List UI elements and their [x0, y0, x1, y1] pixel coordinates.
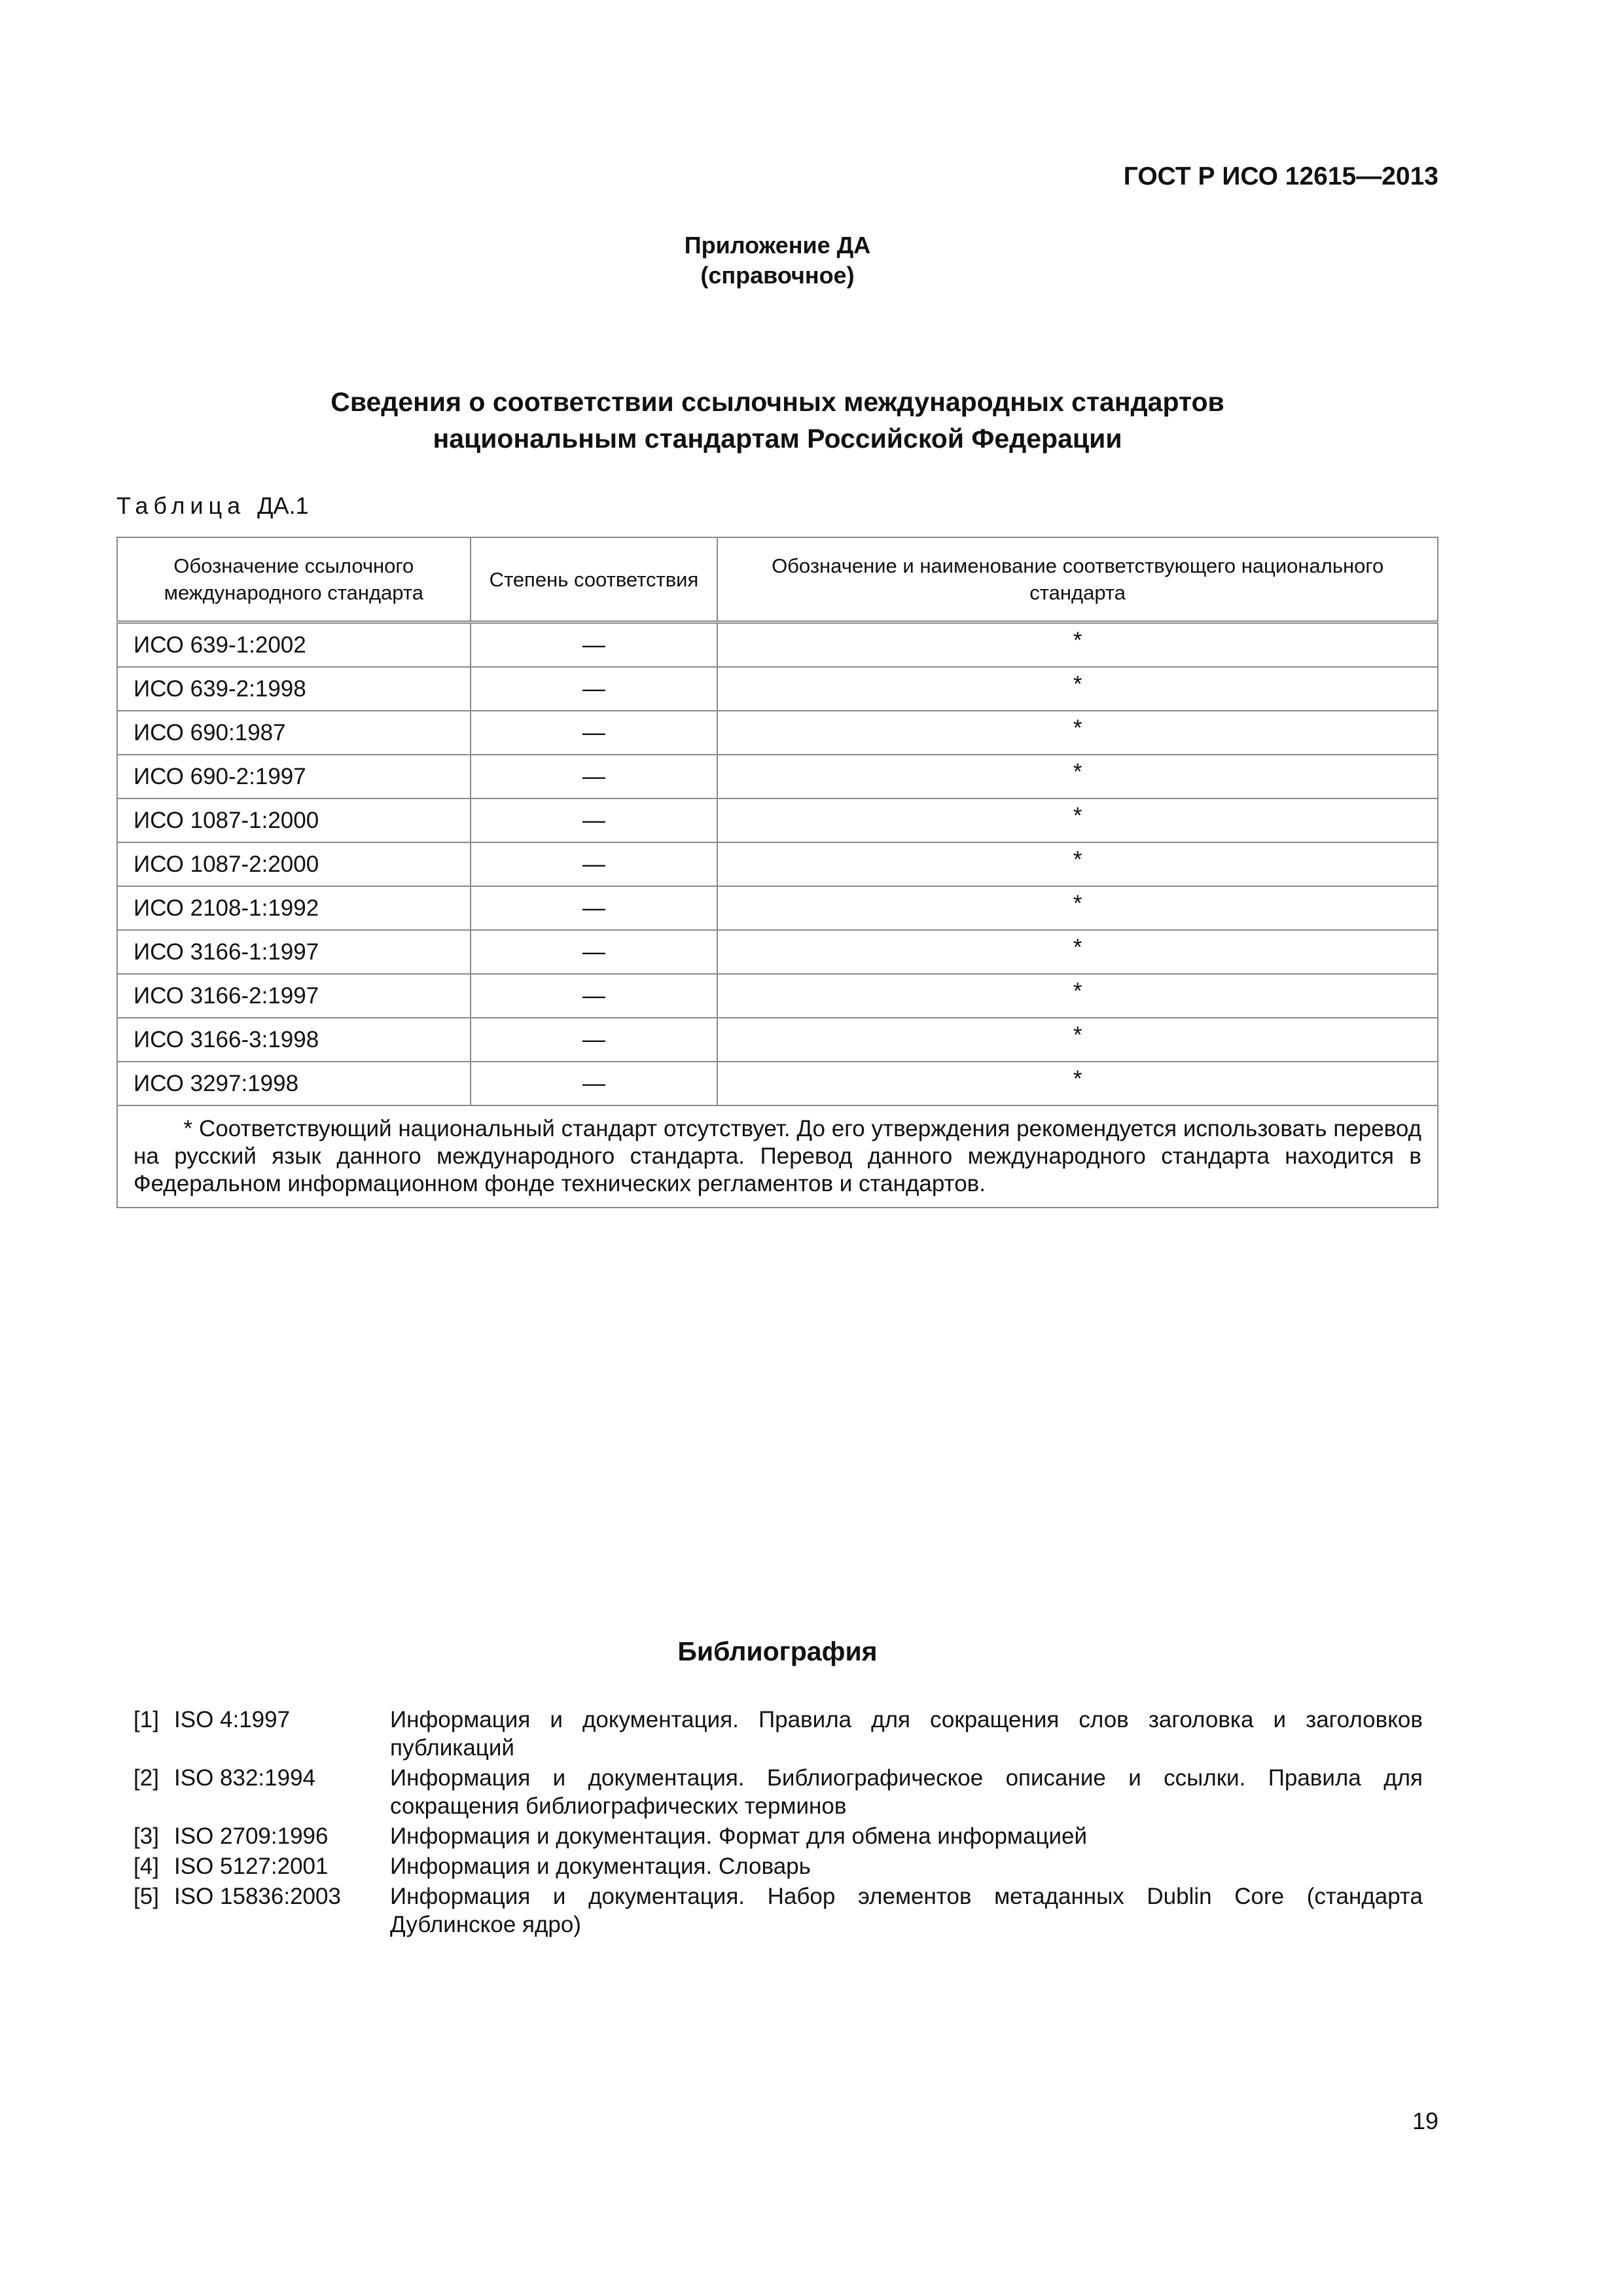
appendix-subtitle: (справочное)	[700, 262, 855, 289]
bibliography-item	[134, 1764, 1423, 1820]
bibliography-number: [3]	[134, 1823, 159, 1849]
cell-national-standard: *	[717, 842, 1438, 886]
cell-standard-code: ИСО 1087-2:2000	[117, 842, 471, 886]
bibliography-list	[134, 1706, 1423, 1941]
cell-standard-code: ИСО 1087-1:2000	[117, 798, 471, 842]
cell-standard-code: ИСО 639-1:2002	[117, 622, 471, 668]
bibliography-title: Информация и документация. Набор элементов метаданных Dublin Core (стандарта Дублинское ядро)	[390, 1884, 1423, 1937]
cell-national-standard: *	[717, 711, 1438, 755]
bibliography-item	[134, 1822, 1423, 1850]
cell-national-standard: *	[717, 930, 1438, 974]
footnote-text: Соответствующий национальный стандарт отсутствует. До его утверждения рекомендуется использовать перевод на русский язык данного международного стандарта. Перевод данного международного стандарта находится в Федеральном информационном фонде технических регламентов и стандартов.	[134, 1116, 1421, 1196]
table-body	[117, 622, 1438, 1208]
table-note-row	[117, 1105, 1438, 1208]
section-title-line-1: Сведения о соответствии ссылочных международных стандартов	[330, 387, 1224, 417]
cell-standard-code: ИСО 3297:1998	[117, 1062, 471, 1105]
table-row	[117, 711, 1438, 755]
bibliography-item	[134, 1706, 1423, 1762]
bibliography-item	[134, 1852, 1423, 1880]
table-row	[117, 842, 1438, 886]
table-row	[117, 622, 1438, 668]
cell-national-standard: *	[717, 622, 1438, 668]
table-caption	[116, 492, 309, 520]
table-row	[117, 1018, 1438, 1062]
cell-national-standard: *	[717, 667, 1438, 711]
cell-national-standard: *	[717, 798, 1438, 842]
cell-standard-code: ИСО 3166-2:1997	[117, 974, 471, 1018]
bibliography-number: [1]	[134, 1707, 159, 1732]
table-row	[117, 886, 1438, 930]
bibliography-title: Информация и документация. Правила для сокращения слов заголовка и заголовков публикаций	[390, 1707, 1423, 1761]
table-caption-number: ДА.1	[257, 492, 309, 519]
column-header-reference-standard: Обозначение ссылочного международного стандарта	[117, 537, 471, 622]
table-row	[117, 974, 1438, 1018]
document-code: ГОСТ Р ИСО 12615—2013	[1123, 162, 1438, 190]
appendix-title: Приложение ДА	[684, 232, 871, 259]
standards-correspondence-table	[116, 537, 1438, 1208]
bibliography-title: Информация и документация. Формат для обмена информацией	[390, 1823, 1088, 1849]
table-row	[117, 930, 1438, 974]
cell-degree: —	[471, 842, 718, 886]
table-header-row	[117, 537, 1438, 622]
cell-national-standard: *	[717, 886, 1438, 930]
bibliography-code: ISO 4:1997	[174, 1707, 291, 1732]
table-row	[117, 667, 1438, 711]
cell-national-standard: *	[717, 1062, 1438, 1105]
cell-degree: —	[471, 755, 718, 798]
table-footnote	[117, 1105, 1438, 1208]
cell-standard-code: ИСО 639-2:1998	[117, 667, 471, 711]
cell-standard-code: ИСО 690:1987	[117, 711, 471, 755]
cell-standard-code: ИСО 3166-1:1997	[117, 930, 471, 974]
table-row	[117, 755, 1438, 798]
footnote-mark: *	[183, 1116, 192, 1141]
cell-degree: —	[471, 798, 718, 842]
bibliography-code: ISO 15836:2003	[174, 1884, 341, 1909]
cell-degree: —	[471, 622, 718, 668]
column-header-degree: Степень соответствия	[471, 537, 718, 622]
section-title-line-2: национальным стандартам Российской Федерации	[433, 423, 1122, 454]
section-title	[0, 384, 1555, 457]
cell-standard-code: ИСО 3166-3:1998	[117, 1018, 471, 1062]
cell-degree: —	[471, 886, 718, 930]
cell-degree: —	[471, 1018, 718, 1062]
bibliography-number: [4]	[134, 1854, 159, 1879]
bibliography-number: [5]	[134, 1884, 159, 1909]
page-number: 19	[1412, 2108, 1438, 2134]
cell-standard-code: ИСО 690-2:1997	[117, 755, 471, 798]
table-caption-word: Таблица	[116, 492, 246, 519]
cell-national-standard: *	[717, 974, 1438, 1018]
cell-standard-code: ИСО 2108-1:1992	[117, 886, 471, 930]
bibliography-code: ISO 2709:1996	[174, 1823, 329, 1849]
bibliography-heading: Библиография	[677, 1636, 878, 1666]
column-header-national-standard: Обозначение и наименование соответствующего национального стандарта	[717, 537, 1438, 622]
table-row	[117, 1062, 1438, 1105]
cell-national-standard: *	[717, 1018, 1438, 1062]
bibliography-number: [2]	[134, 1765, 159, 1791]
cell-degree: —	[471, 667, 718, 711]
bibliography-code: ISO 832:1994	[174, 1765, 315, 1791]
appendix-heading	[0, 230, 1555, 291]
cell-degree: —	[471, 1062, 718, 1105]
table-row	[117, 798, 1438, 842]
cell-degree: —	[471, 930, 718, 974]
cell-national-standard: *	[717, 755, 1438, 798]
cell-degree: —	[471, 974, 718, 1018]
cell-degree: —	[471, 711, 718, 755]
bibliography-title: Информация и документация. Словарь	[390, 1854, 811, 1879]
bibliography-title: Информация и документация. Библиографическое описание и ссылки. Правила для сокращения библиографических терминов	[390, 1765, 1423, 1819]
bibliography-item	[134, 1882, 1423, 1939]
bibliography-code: ISO 5127:2001	[174, 1854, 329, 1879]
